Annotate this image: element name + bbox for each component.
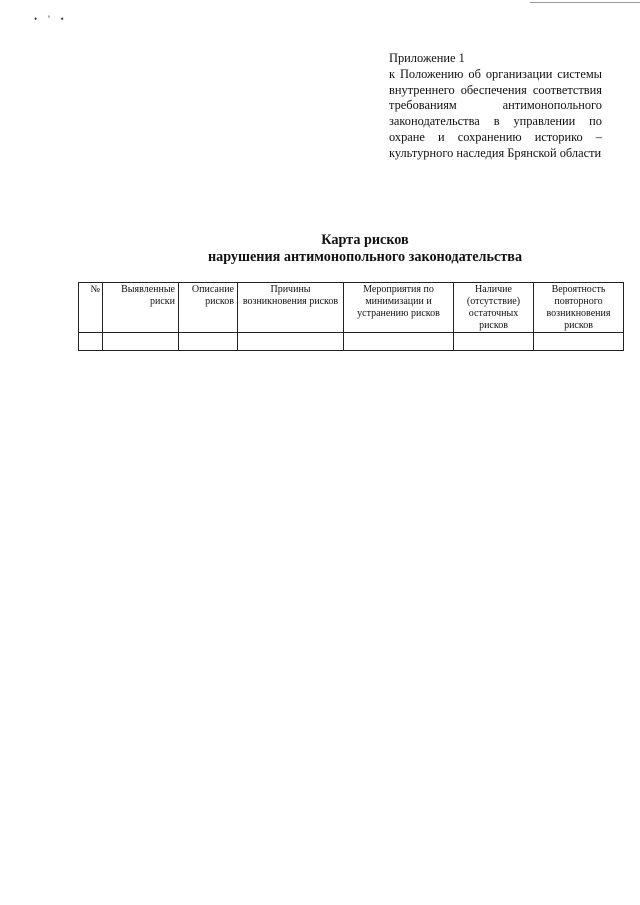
table-cell: [79, 333, 103, 351]
header-risk-causes: Причины возникновения рисков: [238, 283, 344, 333]
appendix-note: [389, 51, 602, 162]
table-cell: [454, 333, 534, 351]
header-number: №: [79, 283, 103, 333]
header-residual-risks: Наличие (отсутствие) остаточных рисков: [454, 283, 534, 333]
appendix-title: Приложение 1: [389, 51, 465, 65]
scan-corner-marks: • ʼ •: [34, 14, 68, 24]
table-header-row: [79, 283, 624, 333]
document-title: [130, 232, 600, 266]
table-cell: [179, 333, 238, 351]
header-recurrence-probability: Вероятность повторного возникновения рисков: [534, 283, 624, 333]
header-mitigation-measures: Мероприятия по минимизации и устранению рисков: [344, 283, 454, 333]
risk-map-table: [78, 282, 624, 351]
scan-edge-line: [530, 2, 640, 3]
appendix-body: к Положению об организации системы внутреннего обеспечения соответствия требованиям антимонопольного законодательства в управлении по охране и сохранению историко – культурного наследия Брянской области: [389, 66, 602, 160]
table-cell: [238, 333, 344, 351]
table-row: [79, 333, 624, 351]
table-cell: [344, 333, 454, 351]
document-title-line-1: Карта рисков: [321, 232, 409, 248]
document-title-line-2: нарушения антимонопольного законодательства: [207, 249, 523, 265]
table-cell: [534, 333, 624, 351]
header-identified-risks: Выявленные риски: [103, 283, 179, 333]
table-cell: [103, 333, 179, 351]
header-risk-description: Описание рисков: [179, 283, 238, 333]
